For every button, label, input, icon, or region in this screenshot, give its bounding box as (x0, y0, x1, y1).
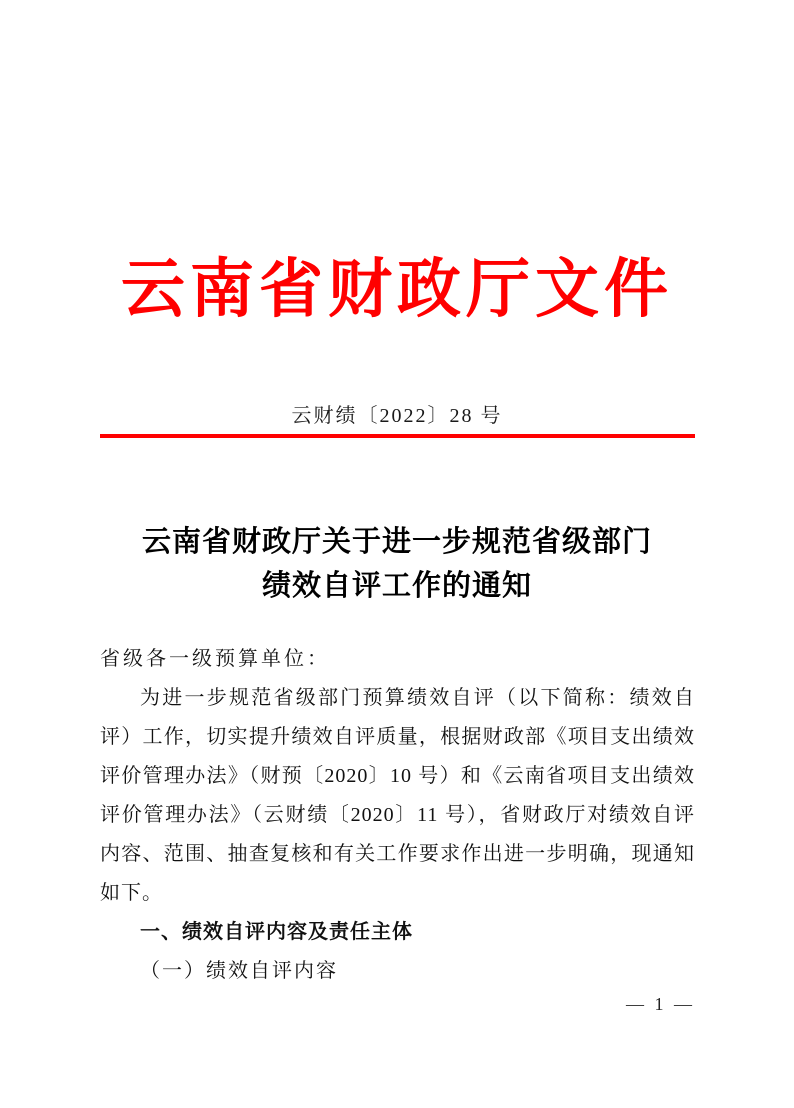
document-title-line2: 绩效自评工作的通知 (261, 570, 532, 602)
page-number: — 1 — (626, 994, 695, 1014)
document-number: 云财绩〔2022〕28 号 (291, 405, 503, 427)
subsection-1-heading: （一）绩效自评内容 (140, 960, 338, 982)
document-title-line1: 云南省财政厅关于进一步规范省级部门 (141, 526, 652, 558)
salutation: 省级各一级预算单位： (100, 648, 330, 670)
letterhead-title: 云南省财政厅文件 (121, 254, 673, 325)
document-body (100, 640, 695, 991)
red-divider-line (100, 434, 695, 438)
body-paragraph: 为进一步规范省级部门预算绩效自评（以下简称：绩效自评）工作，切实提升绩效自评质量，根据财政部《项目支出绩效评价管理办法》（财预〔2020〕10 号）和《云南省项目支出绩效评价管理办法》（云财绩〔2020〕11 号），省财政厅对绩效自评内容、范围、抽查复核和有关工作要求作出进一步明确，现通知如下。 (100, 687, 695, 904)
section-1-heading: 一、绩效自评内容及责任主体 (140, 921, 413, 943)
document-title (0, 520, 794, 608)
